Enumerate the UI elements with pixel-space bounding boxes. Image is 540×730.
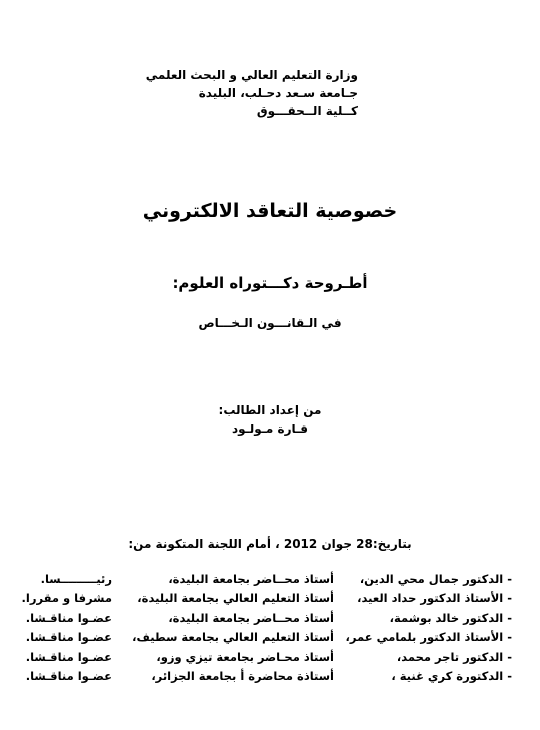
student-name: قـارة مـولـود bbox=[232, 422, 308, 436]
university-name: جـامعة سـعد دحـلب، البليدة bbox=[198, 86, 358, 100]
jury-member-role: عضـوا مناقـشا. bbox=[25, 668, 112, 683]
jury-list bbox=[12, 572, 512, 688]
jury-member-title: أستاذ محــاضر بجامعة البليدة، bbox=[168, 610, 334, 625]
specialty-label: في الـقانـــون الـخـــاص bbox=[198, 316, 342, 330]
jury-row bbox=[12, 611, 512, 630]
jury-row bbox=[12, 591, 512, 610]
jury-row bbox=[12, 630, 512, 649]
ministry-name: وزارة التعليم العالي و البحث العلمي bbox=[145, 68, 358, 82]
jury-member-title: أستاذ محـاضر بجامعة تيزي وزو، bbox=[156, 649, 334, 664]
jury-member-title: أستاذ التعليم العالي بجامعة سطيف، bbox=[132, 630, 334, 645]
jury-member-role: عضـوا مناقـشا. bbox=[25, 610, 112, 625]
jury-member-title: أستاذ محــاضر بجامعة البليدة، bbox=[168, 572, 334, 586]
jury-member-role: مشرفا و مقررا. bbox=[21, 591, 112, 606]
jury-member-title: أستاذة محاضرة أ بجامعة الجزائر، bbox=[151, 668, 334, 683]
thesis-title: خصوصية التعاقد الالكتروني bbox=[142, 200, 398, 222]
jury-member-role: رئيـــــــــسا. bbox=[40, 572, 112, 586]
jury-member-name: - الدكتور تاجر محمد، bbox=[396, 649, 512, 664]
jury-member-name: - الأستاذ الدكتور حداد العيد، bbox=[357, 591, 512, 606]
jury-row bbox=[12, 669, 512, 688]
prepared-by-label: من إعداد الطالب: bbox=[218, 403, 322, 417]
jury-member-name: - الدكتور جمال محي الدين، bbox=[359, 572, 512, 586]
jury-row bbox=[12, 650, 512, 669]
jury-member-role: عضـوا مناقـشا. bbox=[25, 630, 112, 645]
jury-member-name: - الدكتور خالد بوشمة، bbox=[389, 610, 512, 625]
preparation-block bbox=[0, 401, 540, 439]
institution-header bbox=[0, 66, 358, 120]
jury-member-title: أستاذ التعليم العالي بجامعة البليدة، bbox=[137, 591, 334, 606]
faculty-name: كــلية الــحقـــوق bbox=[256, 104, 358, 118]
jury-member-name: - الدكتورة كري غنية ، bbox=[391, 668, 512, 683]
thesis-type-label: أطـروحة دكـــتوراه العلوم: bbox=[172, 274, 368, 292]
jury-member-name: - الأستاذ الدكتور بلمامي عمر، bbox=[345, 630, 512, 645]
defense-date-line: بتاريخ:28 جوان 2012 ، أمام اللجنة المتكونة من: bbox=[128, 537, 412, 551]
jury-member-role: عضـوا مناقـشا. bbox=[25, 649, 112, 664]
jury-row bbox=[12, 572, 512, 591]
